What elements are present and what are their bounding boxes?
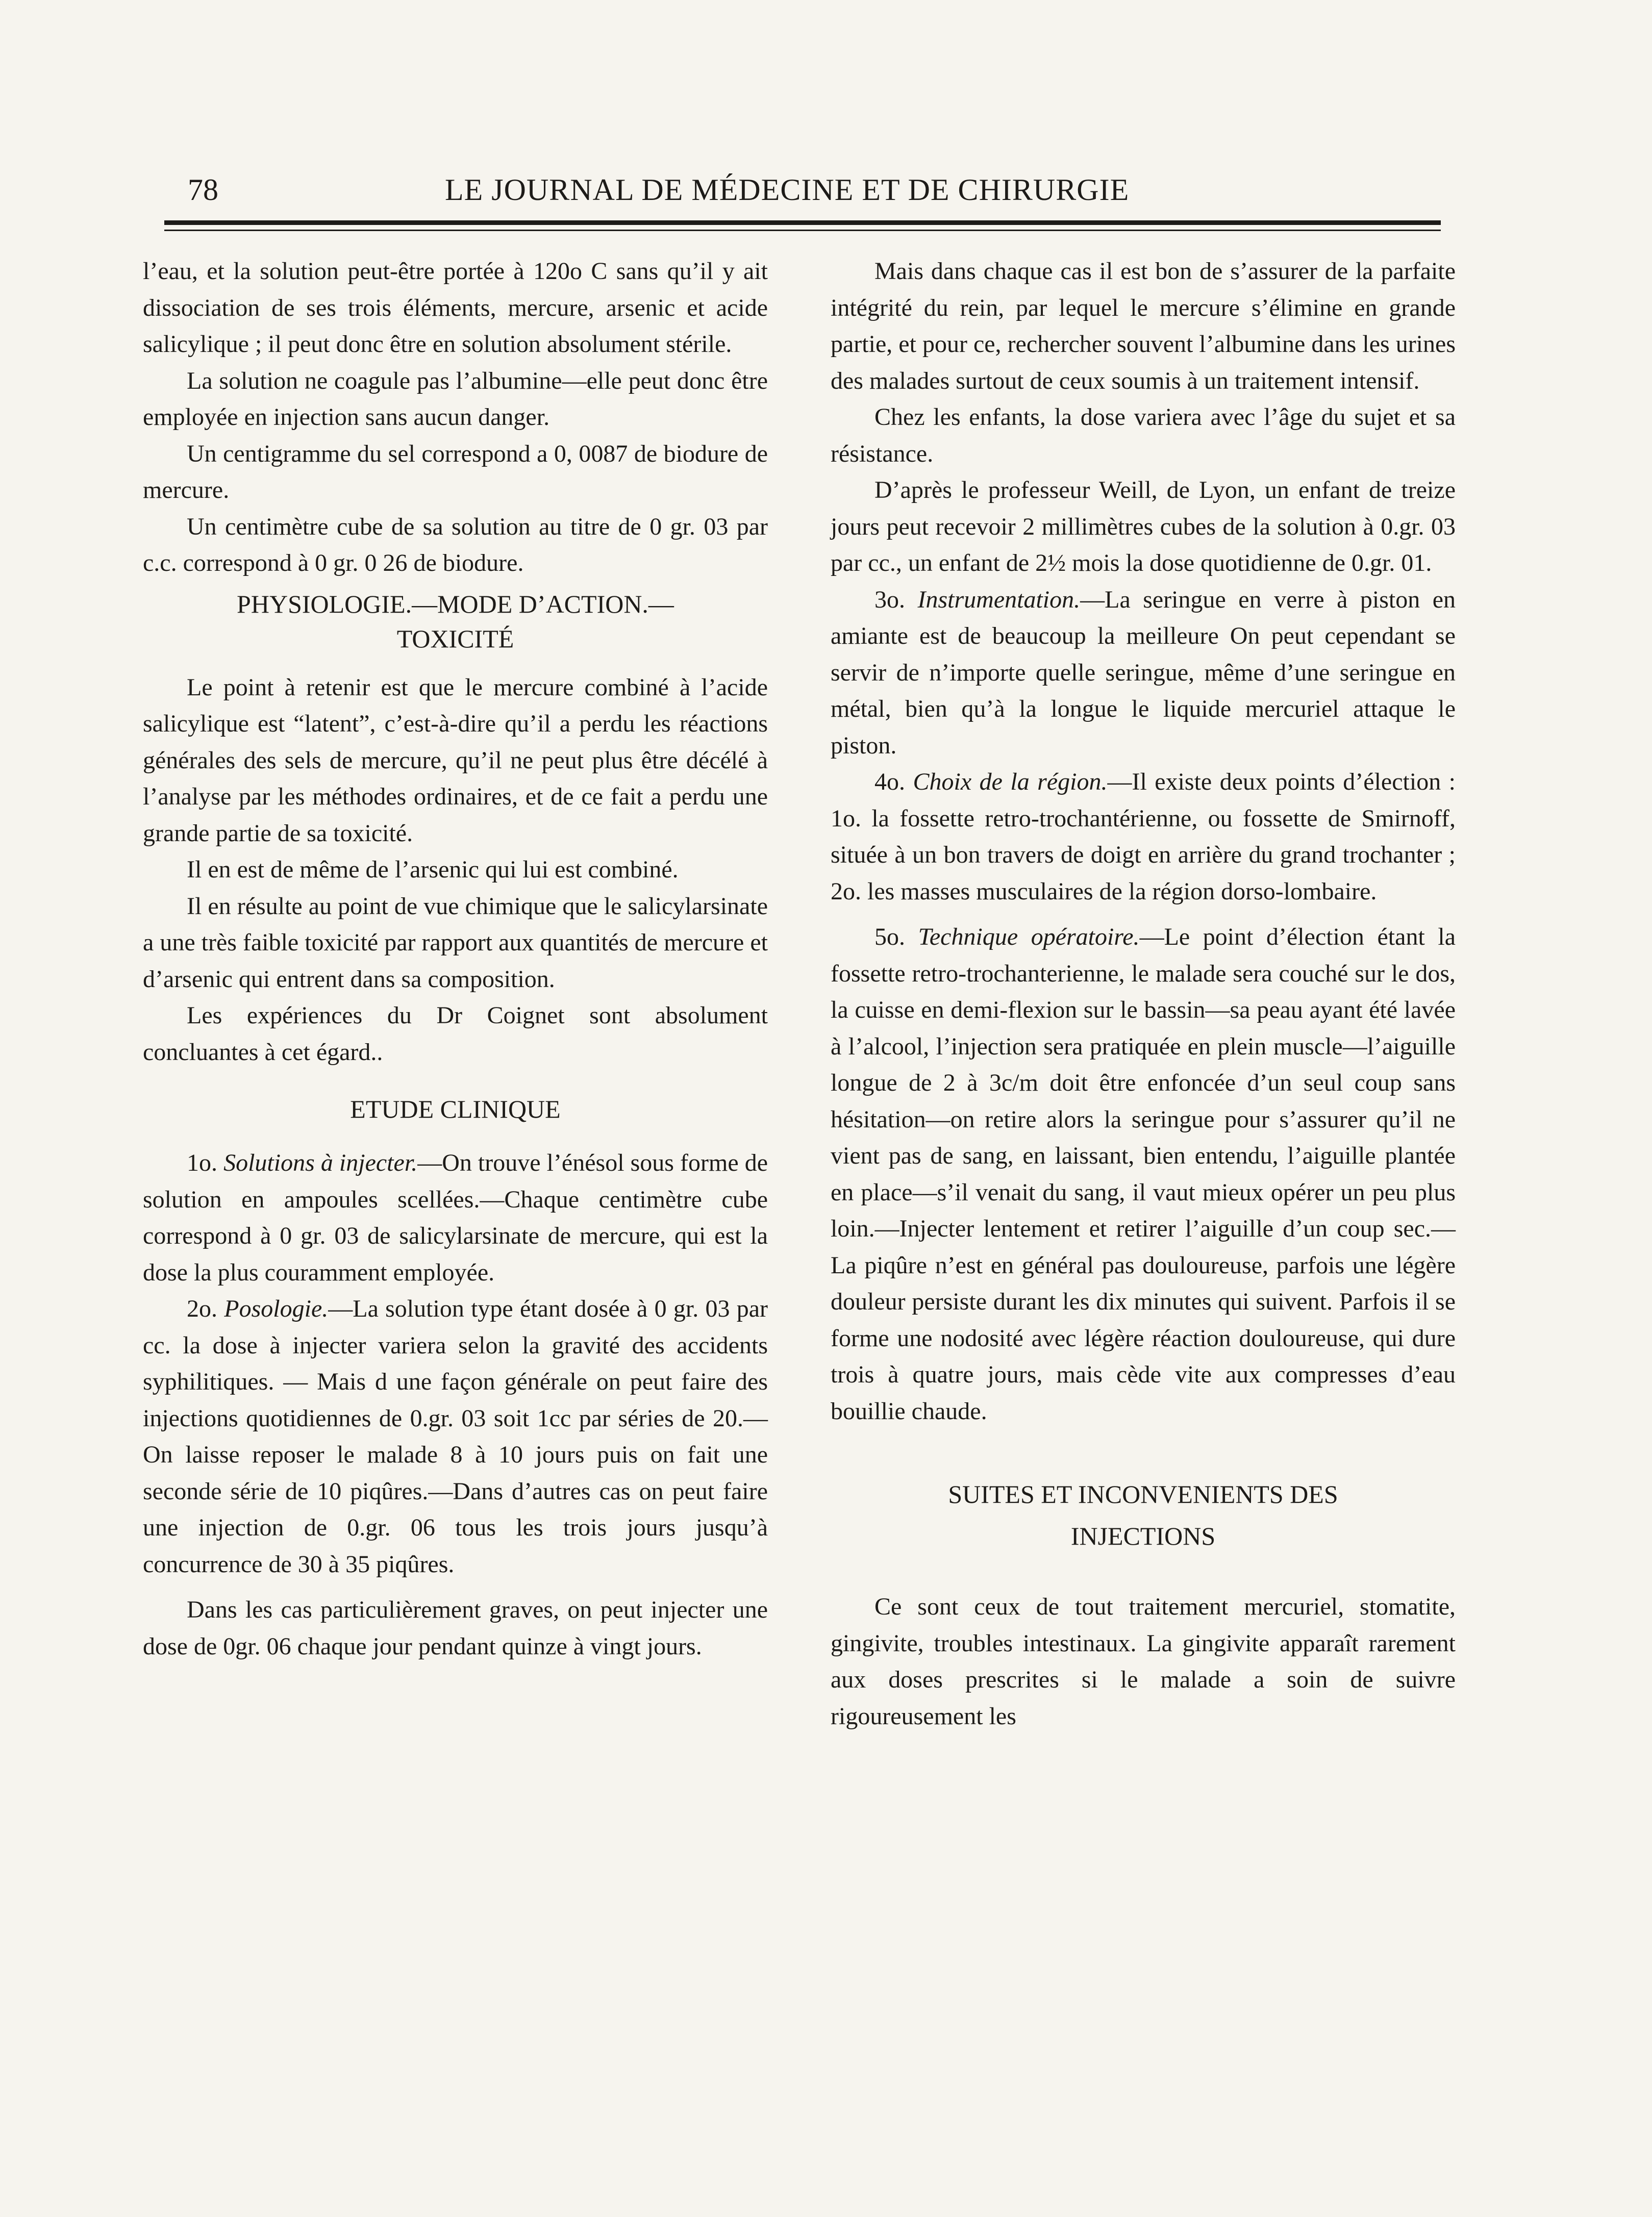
paragraph: Ce sont ceux de tout traitement mercuriel, stomatite, gingivite, troubles intestinaux. La gingivite apparaît rarement aux doses prescrites si le malade a soin de suivre rigoureusement les [831, 1593, 1456, 1730]
paragraph: Dans les cas particulièrement graves, on peut injecter une dose de 0gr. 06 chaque jour pendant quinze à vingt jours. [143, 1596, 768, 1660]
paragraph [143, 1145, 768, 1291]
page-number: 78 [188, 173, 218, 207]
header-rule-thin [164, 230, 1441, 231]
section-heading-line: TOXICITÉ [396, 624, 514, 653]
item-text: —La seringue en verre à piston en amiante est de beaucoup la meilleure On peut cependant se servir de n’importe quelle seringue, même d’une seringue en métal, bien qu’à la longue le liquide mercuriel attaque le piston. [831, 586, 1456, 759]
paragraph [831, 582, 1456, 764]
item-text: —On trouve l’énésol sous forme de solution en ampoules scellées.—Chaque centimètre cube correspond à 0 gr. 03 de salicylarsinate de mercure, qui est la dose la plus couramment employée. [143, 1149, 768, 1286]
paragraph: D’après le professeur Weill, de Lyon, un enfant de treize jours peut recevoir 2 millimètres cubes de la solution à 0.gr. 03 par cc., un enfant de 2½ mois la dose quotidienne de 0.gr. 01. [831, 476, 1456, 576]
section-heading-line: SUITES ET INCONVENIENTS DES [948, 1480, 1338, 1508]
item-title: Solutions à injecter. [223, 1149, 418, 1176]
left-column [143, 253, 768, 1665]
section-heading-etude-clinique: ETUDE CLINIQUE [350, 1095, 561, 1123]
section-heading-line: INJECTIONS [1070, 1522, 1216, 1550]
item-title: Instrumentation. [917, 586, 1081, 613]
paragraph: Un centimètre cube de sa solution au titre de 0 gr. 03 par c.c. correspond à 0 gr. 0 26 de biodure. [143, 513, 768, 576]
section-heading-physiologie [143, 587, 768, 656]
paragraph: Chez les enfants, la dose variera avec l’âge du sujet et sa résistance. [831, 404, 1456, 467]
paragraph: Il en résulte au point de vue chimique que le salicylarsinate a une très faible toxicité par rapport aux quantités de mercure et d’arsenic qui entrent dans sa composition. [143, 892, 768, 993]
item-title: Technique opératoire. [918, 923, 1140, 950]
paragraph: Il en est de même de l’arsenic qui lui est combiné. [187, 856, 679, 883]
right-column [831, 253, 1456, 1734]
section-heading-suites [831, 1473, 1456, 1557]
paragraph [831, 919, 1456, 1429]
section-heading-line: PHYSIOLOGIE.—MODE D’ACTION.— [237, 589, 674, 618]
item-number: 1o. [187, 1149, 224, 1176]
paragraph: La solution ne coagule pas l’albumine—elle peut donc être employée en injection sans aucun danger. [143, 367, 768, 431]
paragraph: Un centigramme du sel correspond a 0, 0087 de biodure de mercure. [143, 440, 768, 503]
paragraph: Le point à retenir est que le mercure combiné à l’acide salicylique est “latent”, c’est-à-dire qu’il a perdu les réactions générales des sels de mercure, qu’il ne peut plus être décélé à l’analyse par les méthodes ordinaires, et de ce fait a perdu une grande partie de sa toxicité. [143, 673, 768, 847]
item-number: 2o. [187, 1295, 224, 1322]
paragraph [831, 764, 1456, 910]
paragraph: l’eau, et la solution peut-être portée à 120o C sans qu’il y ait dissociation de ses trois éléments, mercure, arsenic et acide salicylique ; il peut donc être en solution absolument stérile. [143, 258, 768, 358]
item-number: 5o. [874, 923, 918, 950]
item-text: —La solution type étant dosée à 0 gr. 03 par cc. la dose à injecter variera selon la gravité des accidents syphilitiques. — Mais d une façon générale on peut faire des injections quotidiennes de 0.gr. 03 soit 1cc par séries de 20.—On laisse reposer le malade 8 à 10 jours puis on fait une seconde série de 10 piqûres.—Dans d’autres cas on peut faire une injection de 0.gr. 06 tous les trois jours jusqu’à concurrence de 30 à 35 piqûres. [143, 1295, 768, 1578]
item-title: Choix de la région. [913, 768, 1108, 795]
running-title: LE JOURNAL DE MÉDECINE ET DE CHIRURGIE [445, 173, 1130, 207]
paragraph: Mais dans chaque cas il est bon de s’assurer de la parfaite intégrité du rein, par lequel le mercure s’élimine en grande partie, et pour ce, rechercher souvent l’albumine dans les urines des malades surtout de ceux soumis à un traitement intensif. [831, 258, 1456, 394]
item-text: —Il existe deux points d’élection : 1o. la fossette retro-trochantérienne, ou fossette de Smirnoff, située à un bon travers de doigt en arrière du grand trochanter ; 2o. les masses musculaires de la région dorso-lombaire. [831, 768, 1456, 905]
paragraph: Les expériences du Dr Coignet sont absolument concluantes à cet égard.. [143, 1002, 768, 1066]
item-title: Posologie. [224, 1295, 329, 1322]
header-rule-thick [164, 220, 1441, 225]
item-number: 3o. [874, 586, 918, 613]
paragraph [143, 1291, 768, 1582]
item-text: —Le point d’élection étant la fossette retro-trochanterienne, le malade sera couché sur le dos, la cuisse en demi-flexion sur le bassin—sa peau ayant été lavée à l’alcool, l’injection sera pratiquée en plein muscle—l’aiguille longue de 2 à 3c/m doit être enfoncée d’un seul coup sans hésitation—on retire alors la seringue pour s’assurer qu’il ne vient pas de sang, en laissant, bien entendu, l’aiguille plantée en place—s’il venait du sang, il vaut mieux opérer un peu plus loin.—Injecter lentement et retirer l’aiguille d’un coup sec.—La piqûre n’est en général pas douloureuse, parfois une légère douleur persiste durant les dix minutes qui suivent. Parfois il se forme une nodosité avec légère réaction douloureuse, qui dure trois à quatre jours, mais cède vite aux compresses d’eau bouillie chaude. [831, 923, 1456, 1425]
item-number: 4o. [874, 768, 913, 795]
